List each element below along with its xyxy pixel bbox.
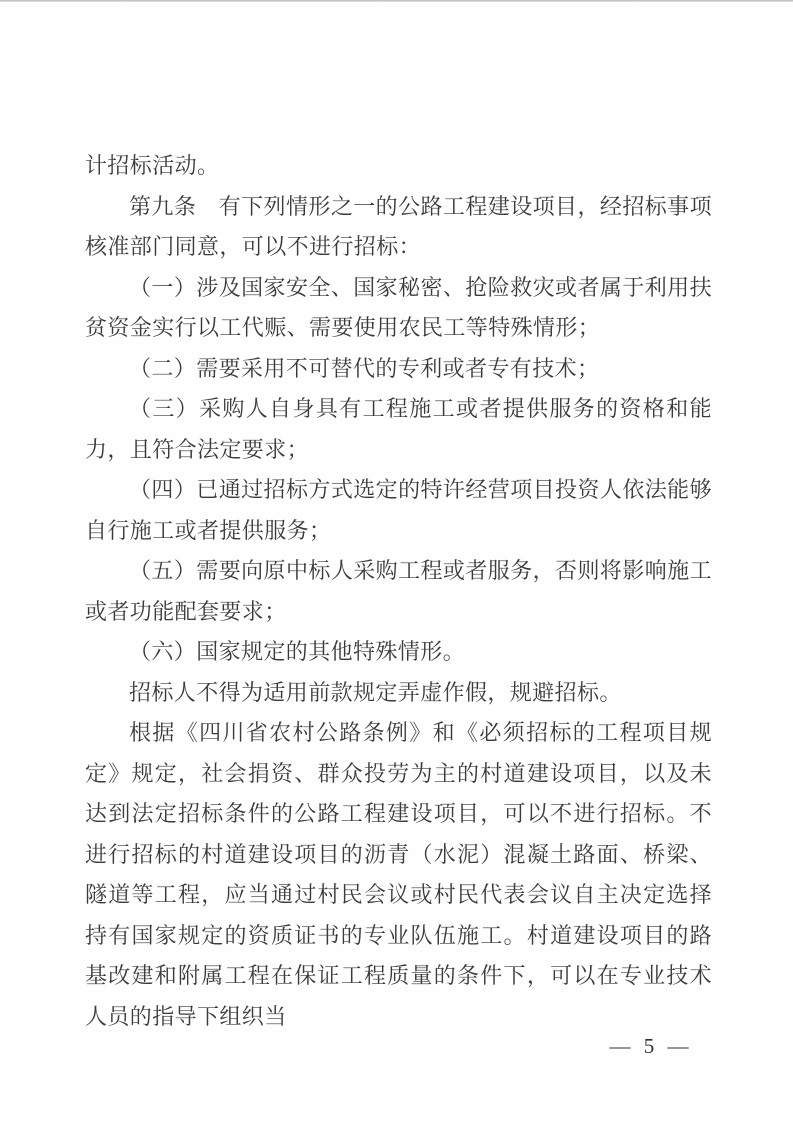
para-continuation: 计招标活动。	[85, 153, 220, 178]
document-body	[85, 146, 712, 1037]
page-number: — 5 —	[609, 1034, 693, 1058]
para-item-3: （三）采购人自身具有工程施工或者提供服务的资格和能力，且符合法定要求；	[85, 396, 712, 462]
scan-edge-artifact	[0, 0, 793, 2]
para-article-9-heading: 第九条 有下列情形之一的公路工程建设项目，经招标事项核准部门同意，可以不进行招标：	[85, 193, 712, 259]
para-rural-road-provisions: 根据《四川省农村公路条例》和《必须招标的工程项目规定》规定，社会捐资、群众投劳为主的村道建设项目，以及未达到法定招标条件的公路工程建设项目，可以不进行招标。不进行招标的村道建设项目的沥青（水泥）混凝土路面、桥梁、隧道等工程，应当通过村民会议或村民代表会议自主决定选择持有国家规定的资质证书的专业队伍施工。村道建设项目的路基改建和附属工程在保证工程质量的条件下，可以在专业技术人员的指导下组织当	[85, 720, 712, 1029]
para-item-6: （六）国家规定的其他特殊情形。	[129, 639, 466, 664]
para-item-5: （五）需要向原中标人采购工程或者服务，否则将影响施工或者功能配套要求；	[85, 558, 712, 624]
para-item-1: （一）涉及国家安全、国家秘密、抢险救灾或者属于利用扶贫资金实行以工代赈、需要使用农民工等特殊情形；	[85, 274, 712, 340]
para-no-fraud-clause: 招标人不得为适用前款规定弄虚作假，规避招标。	[129, 679, 622, 705]
para-item-4: （四）已通过招标方式选定的特许经营项目投资人依法能够自行施工或者提供服务；	[85, 477, 712, 543]
para-item-2: （二）需要采用不可替代的专利或者专有技术；	[129, 355, 600, 381]
